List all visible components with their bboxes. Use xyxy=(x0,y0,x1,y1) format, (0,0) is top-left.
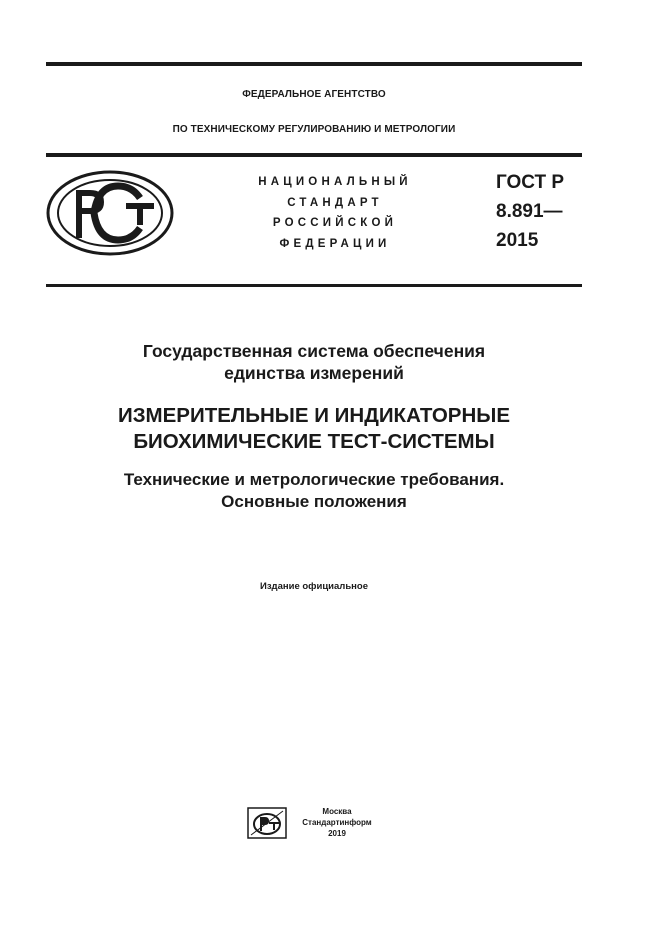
national-line: НАЦИОНАЛЬНЫЙ xyxy=(258,176,412,188)
standartinform-logo-icon xyxy=(247,807,287,839)
national-line: РОССИЙСКОЙ xyxy=(272,217,398,229)
gost-r-emblem-icon xyxy=(46,170,174,256)
gost-line-1: ГОСТ Р xyxy=(496,172,565,193)
agency-name-line-2: ПО ТЕХНИЧЕСКОМУ РЕГУЛИРОВАНИЮ И МЕТРОЛОГИИ xyxy=(172,124,456,135)
publisher-city: Москва xyxy=(322,807,352,816)
national-line: СТАНДАРТ xyxy=(287,196,383,209)
header-rule xyxy=(46,153,582,157)
document-title-line-2: БИОХИМИЧЕСКИЕ ТЕСТ-СИСТЕМЫ xyxy=(133,430,495,453)
gost-line-3: 2015 xyxy=(496,230,539,251)
document-subtitle xyxy=(46,469,582,513)
agency-name-line-1: ФЕДЕРАЛЬНОЕ АГЕНТСТВО xyxy=(242,89,386,100)
system-title-line-2: единства измерений xyxy=(224,363,404,383)
title-block-rule xyxy=(46,284,582,287)
system-title-line-1: Государственная система обеспечения xyxy=(142,341,486,361)
document-title-line-1: ИЗМЕРИТЕЛЬНЫЕ И ИНДИКАТОРНЫЕ xyxy=(117,404,511,427)
document-subtitle-line-1: Технические и метрологические требования. xyxy=(123,470,505,489)
publisher-imprint xyxy=(294,806,380,839)
publisher-year: 2019 xyxy=(328,829,346,838)
system-title xyxy=(46,340,582,384)
national-standard-label xyxy=(232,172,438,254)
gost-line-2: 8.891— xyxy=(496,201,563,222)
document-subtitle-line-2: Основные положения xyxy=(221,492,407,511)
publisher-name: Стандартинформ xyxy=(302,818,372,827)
top-rule xyxy=(46,62,582,66)
national-line: ФЕДЕРАЦИИ xyxy=(279,237,391,250)
standard-designation xyxy=(496,168,564,255)
edition-label: Издание официальное xyxy=(260,581,368,592)
document-title xyxy=(46,403,582,455)
